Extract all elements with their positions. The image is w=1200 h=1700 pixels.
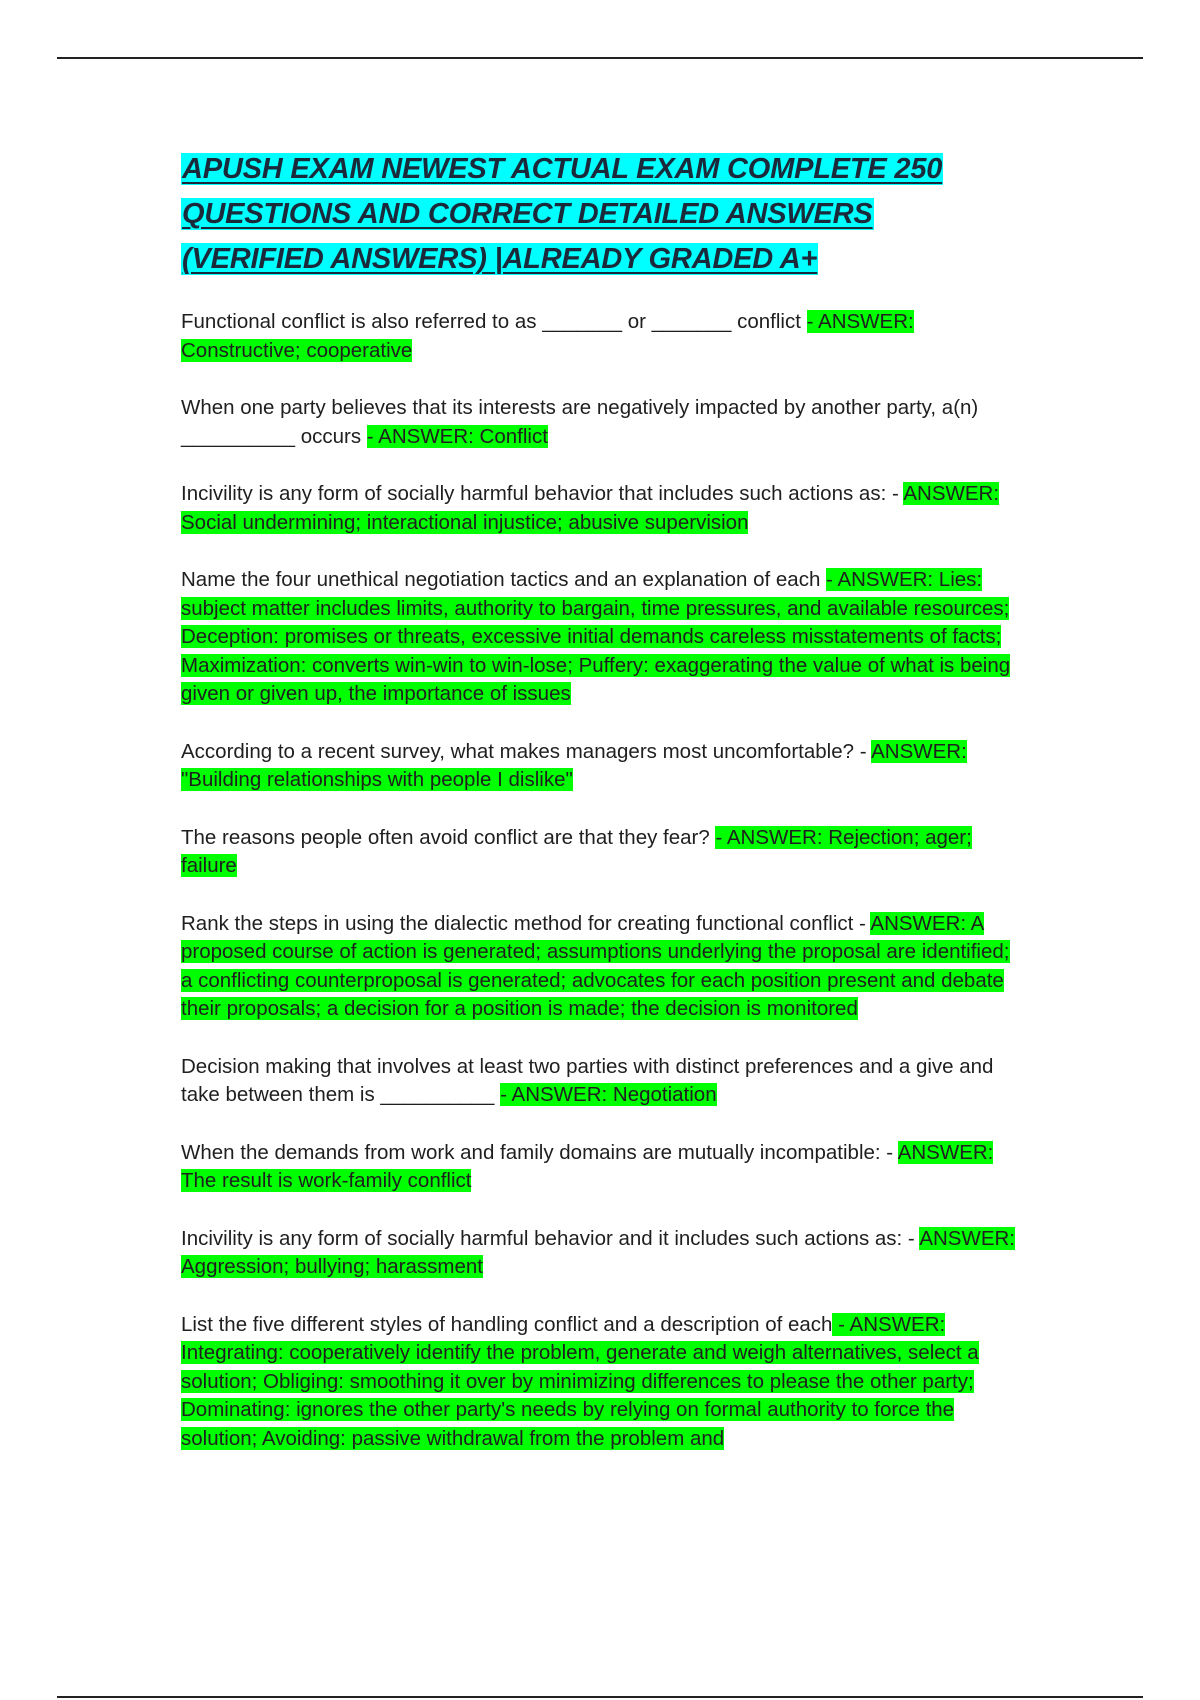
question-text: Decision making that involves at least two parties with distinct preferences and a give and take between them is __________ [181, 1054, 994, 1106]
footer-rule [57, 1696, 1143, 1698]
qa-item-5 [181, 738, 1021, 795]
question-text: Incivility is any form of socially harmful behavior and it includes such actions as: - [181, 1226, 920, 1250]
answer-text: - ANSWER: Negotiation [500, 1083, 717, 1106]
qa-item-8 [181, 1053, 1021, 1110]
answer-text: ANSWER: The result is work-family conflict [181, 1140, 994, 1192]
answer-text: - ANSWER: Conflict [366, 424, 548, 448]
qa-item-9 [181, 1139, 1021, 1196]
answer-text: - ANSWER: Lies: subject matter includes limits, authority to bargain, time pressures, and available resources; Deception: promises or threats, excessive initial demands careless misstatements of facts; Maximization: converts win-win to win-lose; Puffery: exaggerating the value of what is being given or given up, the importance of issues [181, 568, 1011, 705]
question-text: According to a recent survey, what makes managers most uncomfortable? - [181, 739, 872, 763]
question-text: When the demands from work and family domains are mutually incompatible: - [181, 1140, 898, 1164]
answer-text: - ANSWER: Rejection; ager; failure [181, 825, 972, 877]
question-text: Incivility is any form of socially harmful behavior that includes such actions as: - [181, 482, 904, 505]
document-page [181, 147, 1021, 1482]
document-title [181, 147, 1021, 282]
answer-text: - ANSWER: Integrating: cooperatively identify the problem, generate and weigh alternatives, select a solution; Obliging: smoothing it over by minimizing differences to please the other party; Dominating: ignores the other party's needs by relying on formal authority to force the solution; Avoiding: passive withdrawal from the problem and [181, 1312, 979, 1450]
qa-item-10 [181, 1225, 1021, 1282]
question-text: Name the four unethical negotiation tactics and an explanation of each [181, 568, 827, 591]
qa-item-1 [181, 308, 1021, 365]
question-text: Rank the steps in using the dialectic method for creating functional conflict - [181, 911, 871, 935]
qa-item-4 [181, 566, 1021, 709]
question-text: The reasons people often avoid conflict are that they fear? [181, 825, 716, 849]
document-title-text: APUSH EXAM NEWEST ACTUAL EXAM COMPLETE 250 QUESTIONS AND CORRECT DETAILED ANSWERS (VERIFIED ANSWERS) |ALREADY GRADED A+ [182, 153, 943, 275]
qa-item-3 [181, 480, 1021, 537]
question-text: Functional conflict is also referred to as _______ or _______ conflict [181, 310, 807, 333]
answer-text: ANSWER: A proposed course of action is generated; assumptions underlying the proposal are identified; a conflicting counterproposal is generated; advocates for each position present and debate their proposals; a decision for a position is made; the decision is monitored [181, 911, 1010, 1020]
qa-item-2 [181, 394, 1021, 451]
qa-item-11 [181, 1311, 1021, 1454]
question-text: List the five different styles of handling conflict and a description of each [181, 1312, 833, 1336]
answer-text: ANSWER: Aggression; bullying; harassment [181, 1226, 1016, 1278]
qa-item-7 [181, 910, 1021, 1024]
answer-text: ANSWER: Social undermining; interactional injustice; abusive supervision [181, 482, 1000, 534]
answer-text: ANSWER: "Building relationships with people I dislike" [181, 739, 967, 791]
question-text: When one party believes that its interests are negatively impacted by another party, a(n) __________ occurs [181, 396, 979, 448]
qa-item-6 [181, 824, 1021, 881]
header-rule [57, 57, 1143, 59]
answer-text: - ANSWER: Constructive; cooperative [181, 310, 914, 362]
